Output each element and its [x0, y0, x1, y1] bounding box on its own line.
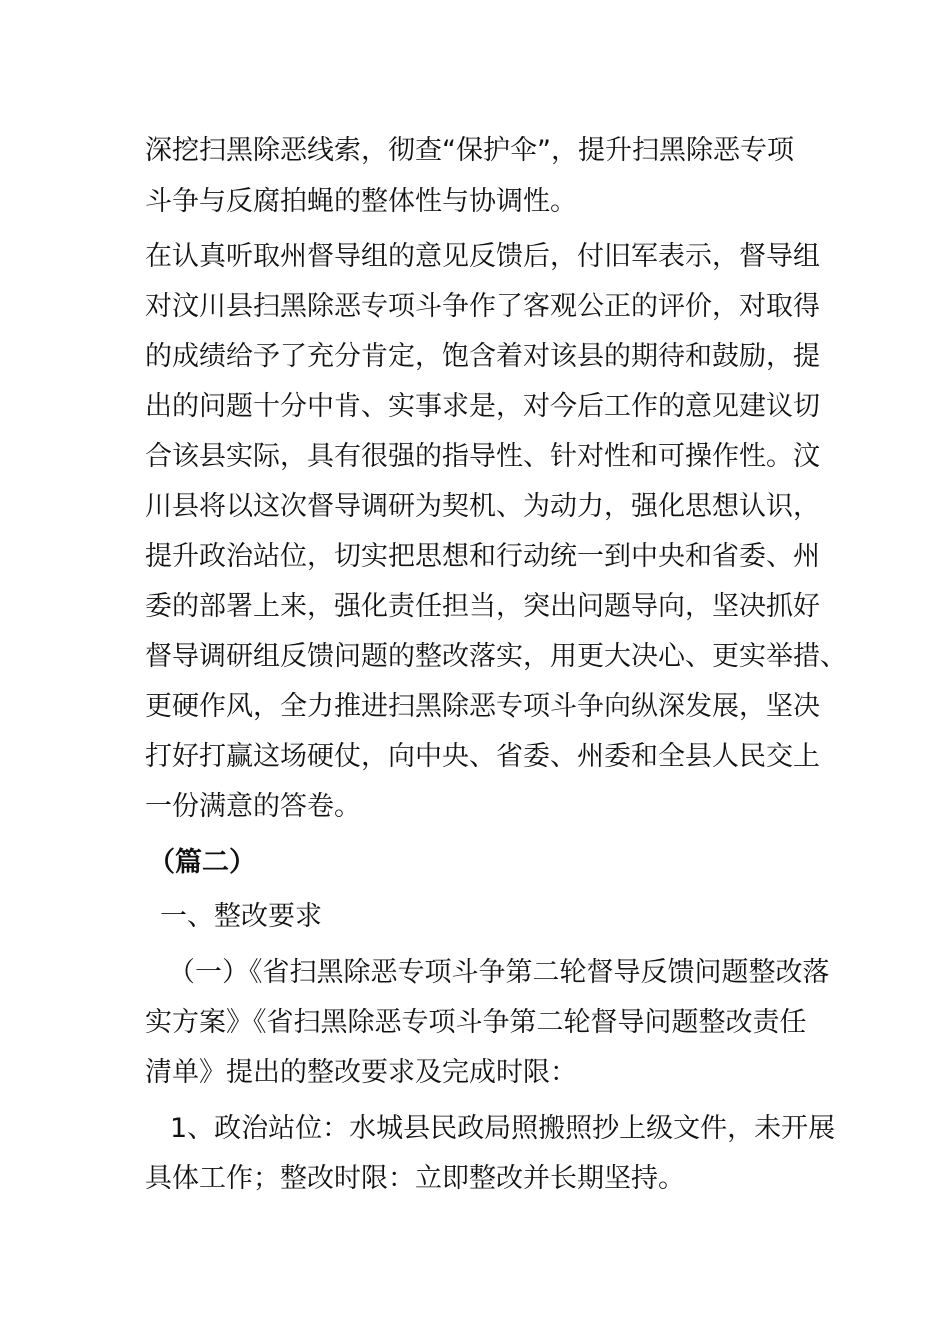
subsection-heading: 一、整改要求	[160, 901, 322, 932]
paragraph-line: （一）《省扫黑除恶专项斗争第二轮督导反馈问题整改落	[168, 957, 830, 988]
paragraph-line: 打好打赢这场硬仗，向中央、省委、州委和全县人民交上	[145, 741, 820, 772]
section-heading: （篇二）	[148, 847, 256, 878]
paragraph-line: 提升政治站位，切实把思想和行动统一到中央和省委、州	[145, 541, 820, 572]
paragraph-line: 川县将以这次督导调研为契机、为动力，强化思想认识，	[145, 491, 820, 522]
paragraph-line: 的成绩给予了充分肯定，饱含着对该县的期待和鼓励，提	[145, 341, 820, 372]
paragraph-line: 深挖扫黑除恶线索，彻查“保护伞”，提升扫黑除恶专项	[145, 135, 794, 166]
paragraph-line: 出的问题十分中肯、实事求是，对今后工作的意见建议切	[145, 391, 820, 422]
paragraph-line: 委的部署上来，强化责任担当，突出问题导向，坚决抓好	[145, 591, 820, 622]
paragraph-line: 实方案》《省扫黑除恶专项斗争第二轮督导问题整改责任	[145, 1007, 807, 1038]
paragraph-line: 对汶川县扫黑除恶专项斗争作了客观公正的评价，对取得	[145, 291, 820, 322]
paragraph-line: 更硬作风，全力推进扫黑除恶专项斗争向纵深发展，坚决	[145, 691, 820, 722]
paragraph-line: 1、政治站位：水城县民政局照搬照抄上级文件，未开展	[170, 1113, 836, 1144]
paragraph-line: 督导调研组反馈问题的整改落实，用更大决心、更实举措、	[145, 641, 847, 672]
paragraph-line: 合该县实际，具有很强的指导性、针对性和可操作性。汶	[145, 441, 820, 472]
paragraph-line: 具体工作；整改时限：立即整改并长期坚持。	[145, 1163, 685, 1194]
paragraph-line: 一份满意的答卷。	[145, 791, 361, 822]
paragraph-line: 清单》提出的整改要求及完成时限：	[145, 1057, 577, 1088]
paragraph-line: 在认真听取州督导组的意见反馈后，付旧军表示，督导组	[145, 241, 820, 272]
paragraph-line: 斗争与反腐拍蝇的整体性与协调性。	[145, 186, 577, 217]
